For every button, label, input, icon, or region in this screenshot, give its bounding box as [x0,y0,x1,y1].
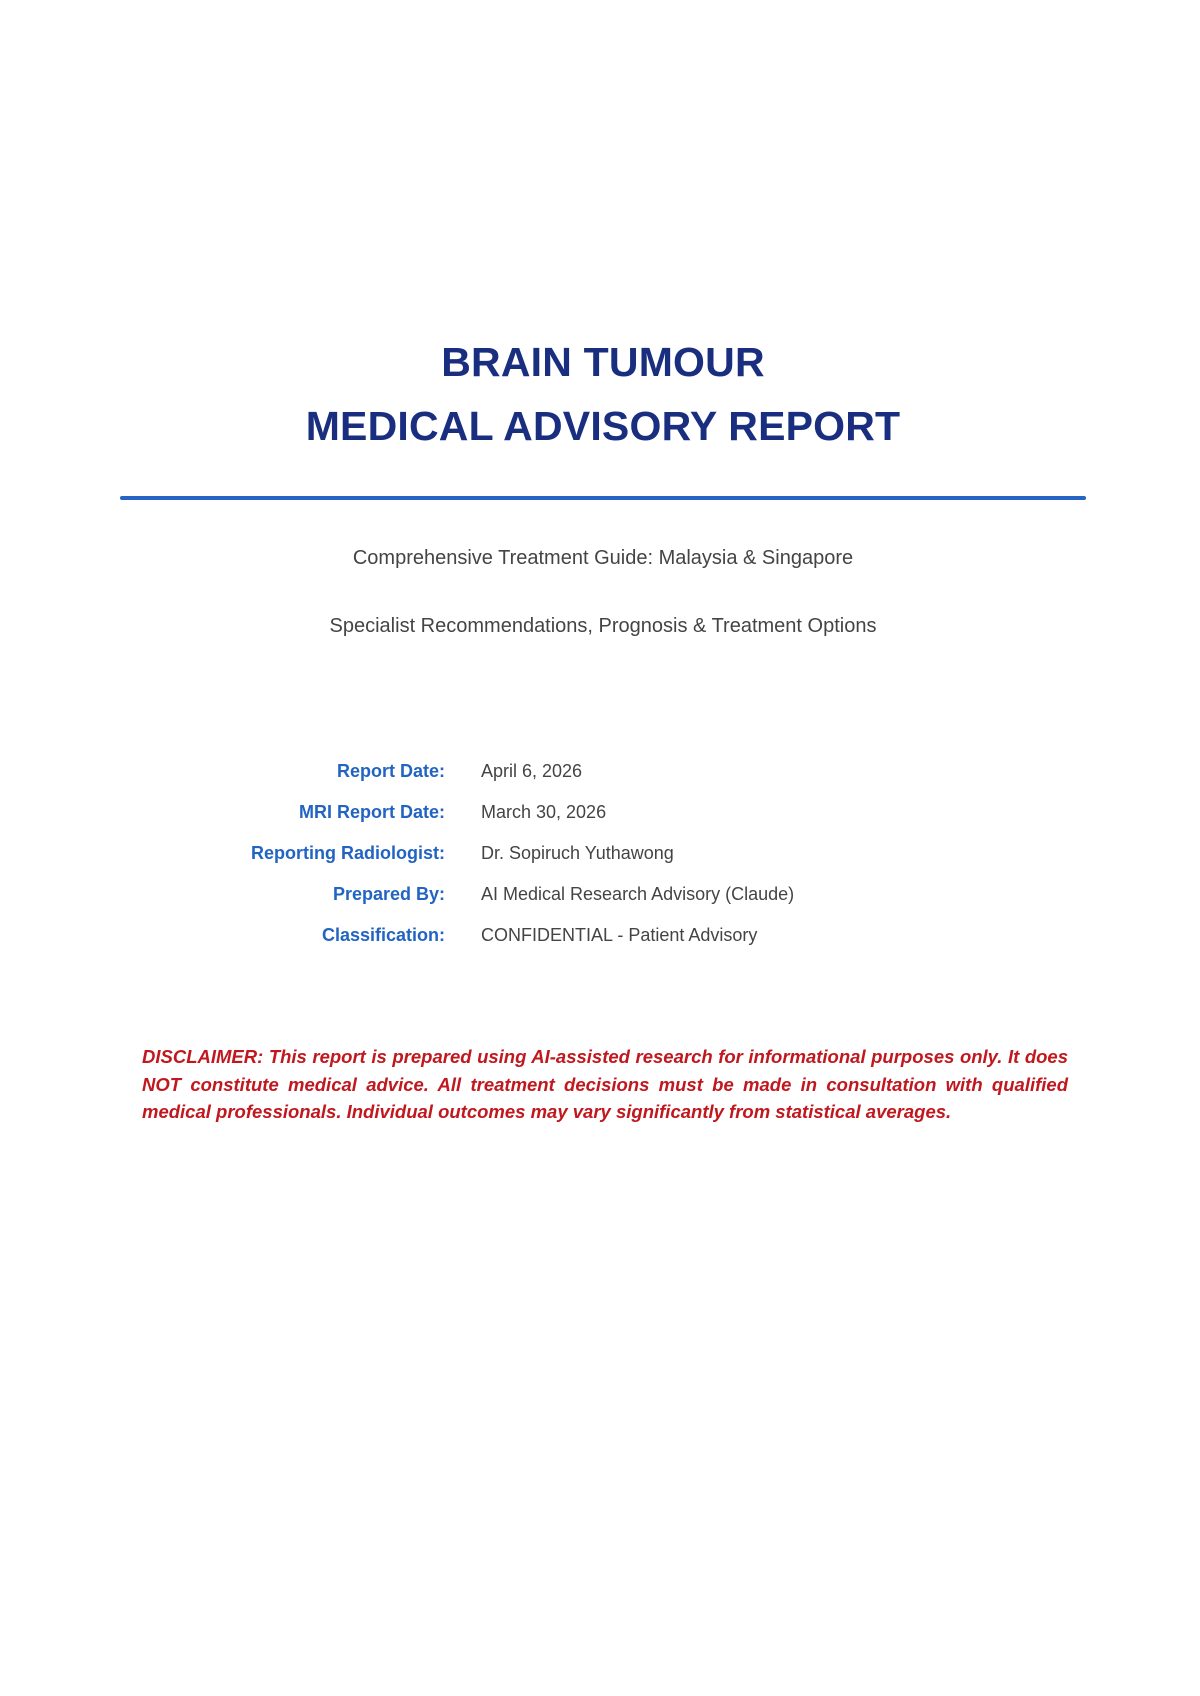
meta-value: April 6, 2026 [481,761,583,781]
meta-row-mri-report-date [120,792,1086,833]
meta-value: Dr. Sopiruch Yuthawong [481,843,674,863]
meta-label: Prepared By: [332,884,445,904]
meta-label: Classification: [321,925,445,945]
disclaimer-text: DISCLAIMER: This report is prepared using AI-assisted research for informational purposes only. It does NOT constitute medical advice. All treatment decisions must be made in consultation with qualified medical professionals. Individual outcomes may vary significantly from statistical averages. [142,1046,1068,1122]
meta-row-report-date [120,751,1086,792]
meta-label: Reporting Radiologist: [251,843,445,863]
title-line-2: MEDICAL ADVISORY REPORT [305,403,901,449]
meta-row-reporting-radiologist [120,833,1086,874]
meta-value: March 30, 2026 [481,802,607,822]
title-divider [120,496,1086,500]
meta-value: AI Medical Research Advisory (Claude) [481,884,795,904]
meta-label: MRI Report Date: [298,802,445,822]
meta-label: Report Date: [336,761,445,781]
title-line-1: BRAIN TUMOUR [441,339,765,385]
meta-row-prepared-by [120,874,1086,915]
subtitle-line-1: Comprehensive Treatment Guide: Malaysia & Singapore [352,547,854,569]
subtitle-line-2: Specialist Recommendations, Prognosis & Treatment Options [329,615,877,637]
meta-row-classification [120,915,1086,956]
report-metadata [120,751,1086,956]
report-title [120,330,1086,458]
meta-value: CONFIDENTIAL - Patient Advisory [481,925,758,945]
